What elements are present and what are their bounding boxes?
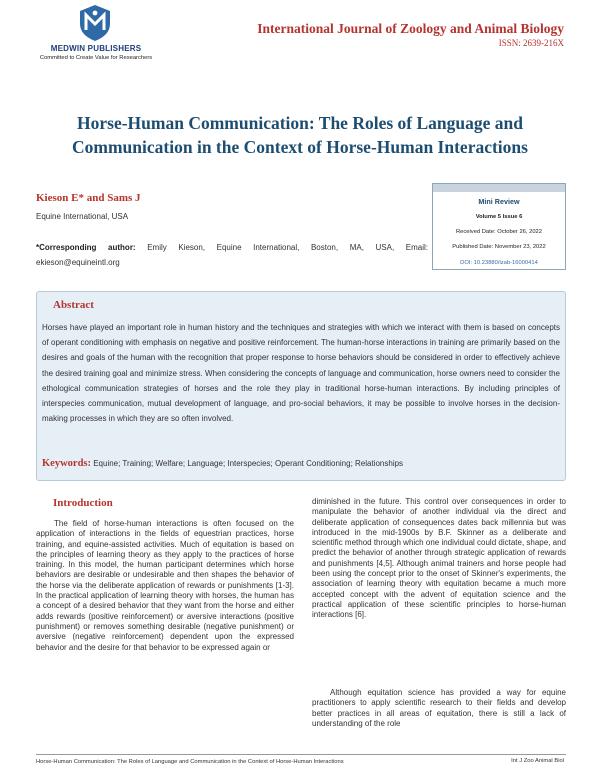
footer-running-title: Horse-Human Communication: The Roles of Language and Communication in the Context of Horse-Human Interactions — [36, 759, 344, 765]
article-info-box — [432, 183, 566, 270]
publisher-name: MEDWIN PUBLISHERS — [50, 44, 142, 53]
volume-issue: Volume 5 Issue 6 — [475, 214, 523, 220]
intro-paragraph-2: Although equitation science has provided a way for equine practitioners to apply scientific research to their fields and develop better practices in all areas of equitation, there is still a lack of understanding of the role — [312, 688, 566, 728]
corresponding-label: *Corresponding author: — [36, 243, 136, 252]
publisher-tagline: Committed to Create Value for Researchers — [39, 55, 153, 61]
received-date: Received Date: October 26, 2022 — [455, 229, 543, 235]
introduction-heading: Introduction — [53, 497, 113, 509]
intro-paragraph-1-continued: diminished in the future. This control over consequences in order to manipulate the behavior of another individual via the direct and deliberate application of consequences dates back millennia but was introduced in the mid-1900s by B.F. Skinner as a deliberate and scientific method through which one individual could dictate, shape, and predict the behavior of another through strategic application of rewards and punishments [4,5]. Although animal trainers and horse people had been using the concept prior to the onset of Skinner's experiments, the association of learning theory with equitation became a much more accepted concept with the advent of equitation science and the practical application of these scientific principles to horse-human interactions [6]. — [312, 497, 566, 620]
title-line-1: Horse-Human Communication: The Roles of Language and — [77, 113, 523, 133]
affiliation: Equine International, USA — [36, 212, 129, 221]
title-line-2: Communication in the Context of Horse-Human Interactions — [72, 137, 528, 157]
shield-logo-icon — [78, 4, 112, 42]
abstract-text: Horses have played an important role in human history and the techniques and strategies with which we interact with them is based on concepts of operant conditioning with emphasis on negative and positive reinforcement. The human-horse interactions in training are primarily based on the desires and goals of the human with the recognition that proper response to horse behaviors should be considered in order to effectively achieve the desired training goal and minimize stress. When considering the concepts of language and communication, horse owners need to consider the ethological communication strategies of horses and the role they play in traditional horse-human interactions. By including principles of interspecies communication, mutual development of language, and pro-social behaviors, it may be possible to involve horses in the decision-making processes in which they are so often involved. — [42, 323, 560, 424]
authors: Kieson E* and Sams J — [36, 192, 141, 204]
footer-journal-abbrev: Int J Zoo Animal Biol — [511, 758, 564, 764]
corresponding-author — [36, 240, 428, 270]
corresponding-details: Emily Kieson, Equine International, Boston, MA, USA, Email: ekieson@equineintl.org — [36, 243, 428, 267]
published-date: Published Date: November 23, 2022 — [452, 244, 546, 250]
article-title — [40, 111, 560, 159]
intro-paragraph-1: The field of horse-human interactions is often focused on the application of interactions in the fields of equestrian practices, horse training, and equine-assisted activities. Much of equitation is based on the principles of learning theory as they apply to the practices of horse training. In this model, the human participant determines which horse behaviors are desirable or undesirable and then shapes the behavior of the horse via the deliberate application of rewards or punishments [1-3]. In the practical application of learning theory with horses, the human has a concept of a desired behavior that they want from the horse and either adds rewards (positive reinforcement) or aversive interactions (positive punishment) or removes something desirable (negative punishment) or aversive (negative reinforcement) dependent upon the expressed behavior and the desire for that behavior to be expressed again or — [36, 519, 294, 652]
article-type: Mini Review — [478, 197, 520, 206]
journal-title: International Journal of Zoology and Animal Biology — [257, 21, 564, 36]
footer-divider — [36, 754, 566, 755]
info-box-header — [433, 184, 565, 192]
publisher-logo — [78, 4, 112, 42]
keywords-label: Keywords: — [42, 458, 91, 469]
keywords — [42, 458, 560, 469]
journal-issn: ISSN: 2639-216X — [498, 38, 564, 48]
keywords-list: Equine; Training; Welfare; Language; Interspecies; Operant Conditioning; Relationships — [91, 459, 404, 468]
doi-link[interactable]: DOI: 10.23880/izab-16000414 — [460, 260, 538, 266]
abstract-heading: Abstract — [53, 299, 94, 311]
